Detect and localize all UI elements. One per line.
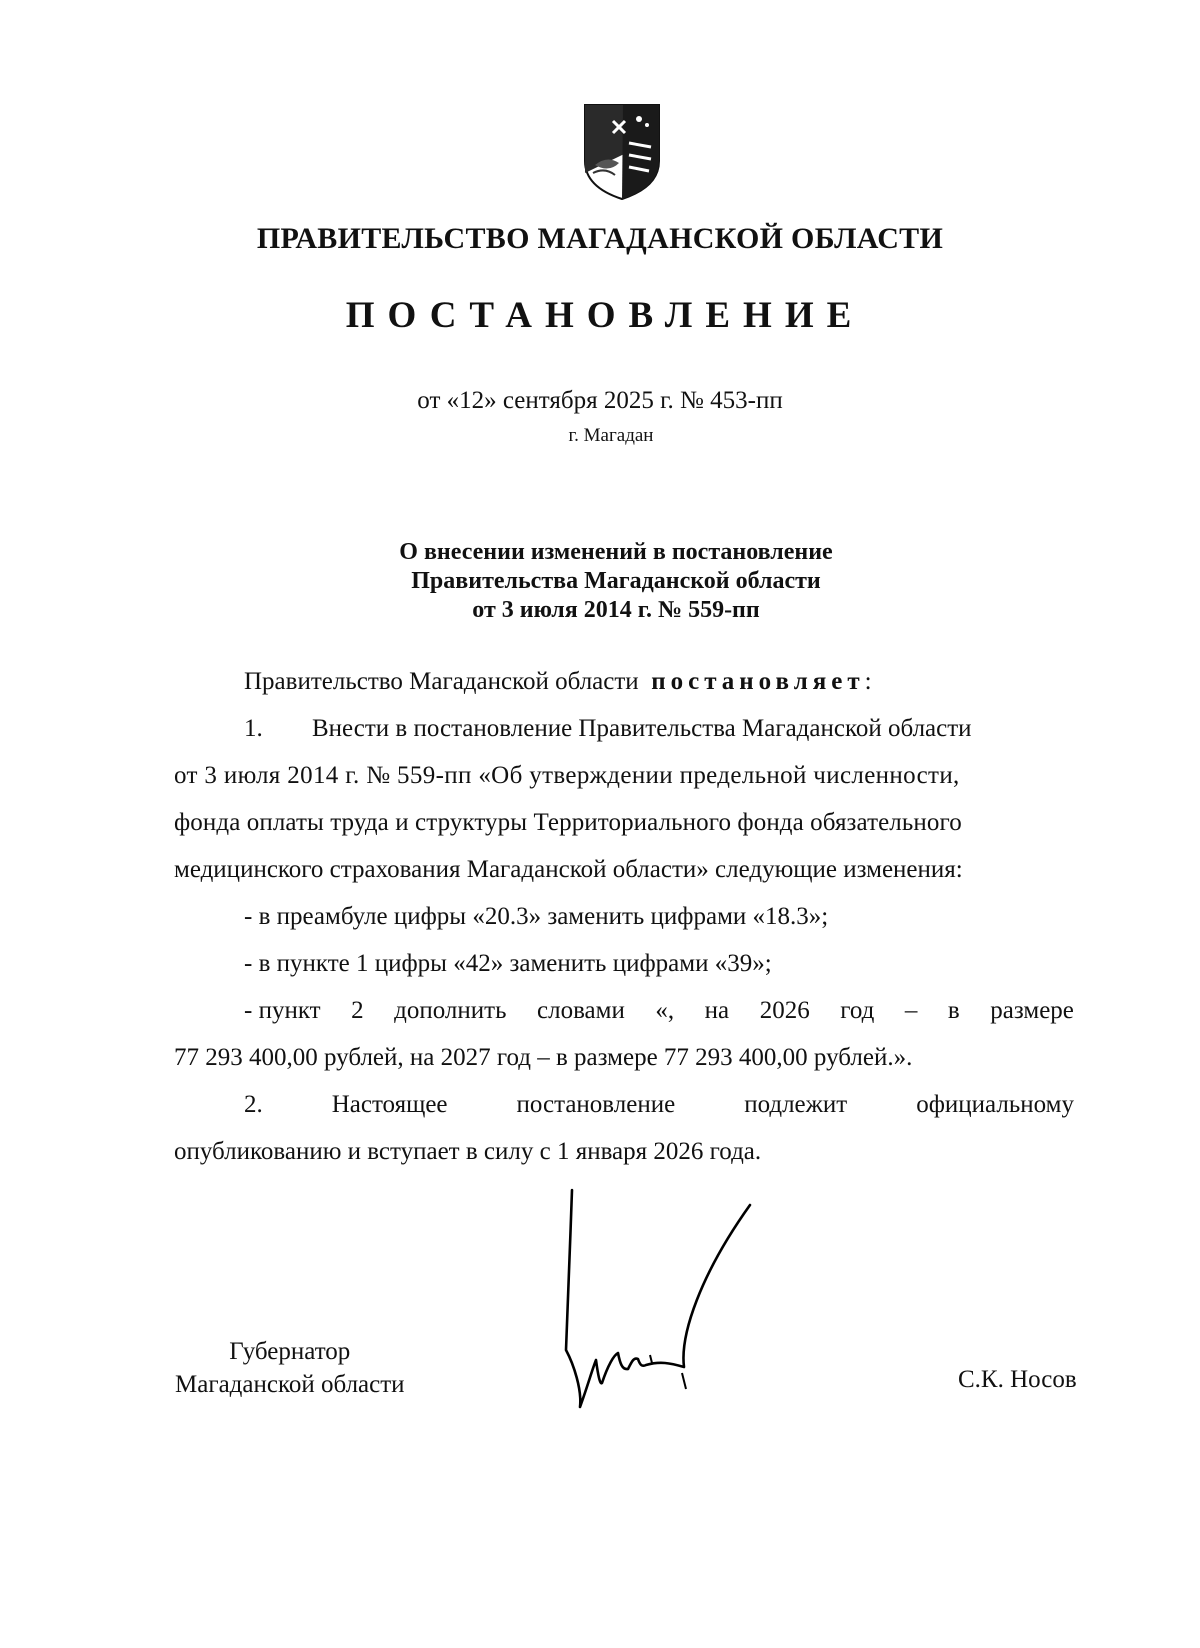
- paragraph-2-line: опубликованию и вступает в силу с 1 января 2026 года.: [174, 1138, 762, 1165]
- document-body: [174, 658, 1074, 1175]
- position-title: Губернатор: [229, 1338, 351, 1365]
- subject-line: Правительства Магаданской области: [411, 568, 821, 594]
- preamble: [174, 658, 1074, 705]
- word: год: [840, 997, 875, 1024]
- word: в: [947, 997, 960, 1024]
- position-region: Магаданской области: [175, 1371, 405, 1398]
- preamble-verb: постановляет: [651, 668, 865, 695]
- list-item: - в пункте 1 цифры «42» заменить цифрами «39»;: [244, 950, 772, 977]
- paragraph-text: фонда оплаты труда и структуры Территориального фонда обязательного: [174, 809, 962, 836]
- paragraph-2-first-line: [174, 1081, 1074, 1128]
- paragraph-text: медицинского страхования Магаданской области» следующие изменения:: [174, 856, 963, 883]
- word: словами: [537, 997, 625, 1024]
- word: 2.: [244, 1091, 263, 1118]
- subject-line: О внесении изменений в постановление: [399, 539, 833, 565]
- paragraph-1-line: [174, 752, 1074, 799]
- paragraph-1-line: [174, 799, 1074, 846]
- paragraph-1-first-line: [174, 705, 1074, 752]
- word: «,: [655, 997, 675, 1024]
- signatory-position: [175, 1335, 405, 1401]
- paragraph-text: от 3 июля 2014 г. № 559-пп «Об утверждении предельной численности,: [174, 762, 960, 789]
- word: на: [704, 997, 730, 1024]
- word: дополнить: [394, 997, 507, 1024]
- word: 2026: [759, 997, 810, 1024]
- document-type: ПОСТАНОВЛЕНИЕ: [345, 295, 865, 336]
- document-subject: [0, 538, 1200, 625]
- subject-line: от 3 июля 2014 г. № 559-пп: [472, 597, 760, 623]
- coat-of-arms-icon: [583, 103, 661, 201]
- government-title: ПРАВИТЕЛЬСТВО МАГАДАНСКОЙ ОБЛАСТИ: [256, 222, 944, 255]
- word: постановление: [516, 1091, 676, 1118]
- word: официальному: [916, 1091, 1074, 1118]
- document-date-number: от «12» сентября 2025 г. № 453-пп: [417, 387, 783, 414]
- preamble-colon: :: [864, 668, 872, 695]
- word: 2: [351, 997, 364, 1024]
- list-item-continuation: 77 293 400,00 рублей, на 2027 год – в размере 77 293 400,00 рублей.».: [174, 1044, 913, 1071]
- document-place: г. Магадан: [568, 425, 654, 446]
- paragraph-number: 1.: [244, 715, 263, 742]
- paragraph-text: Внести в постановление Правительства Магаданской области: [312, 715, 972, 742]
- word: подлежит: [744, 1091, 848, 1118]
- preamble-text: Правительство Магаданской области: [244, 668, 639, 695]
- handwritten-signature: [560, 1185, 810, 1435]
- signatory-name: С.К. Носов: [958, 1366, 1077, 1393]
- word: размере: [990, 997, 1074, 1024]
- word: –: [904, 997, 918, 1024]
- paragraph-1-line: [174, 846, 1074, 893]
- word: - пункт: [244, 997, 321, 1024]
- list-item: - в преамбуле цифры «20.3» заменить цифрами «18.3»;: [244, 903, 829, 930]
- list-item-justified: [174, 987, 1074, 1034]
- word: Настоящее: [331, 1091, 448, 1118]
